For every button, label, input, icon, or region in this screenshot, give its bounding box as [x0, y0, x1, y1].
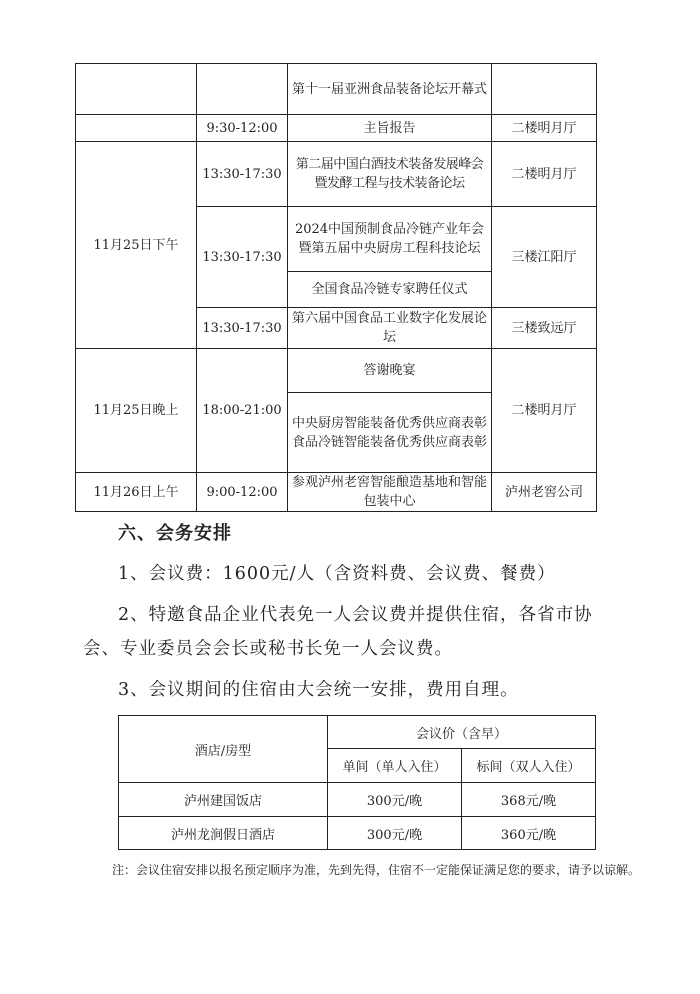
table-row	[76, 349, 597, 393]
table-row	[76, 142, 597, 207]
event-line: 食品冷链智能装备优秀供应商表彰	[291, 434, 487, 450]
event-cell	[288, 393, 492, 473]
schedule-table	[75, 63, 597, 512]
item-meeting-fee: 1、会议费：1600元/人（含资料费、会议费、餐费）	[118, 564, 556, 584]
time-cell: 18:00-21:00	[197, 349, 288, 473]
event-cell: 全国食品冷链专家聘任仪式	[288, 272, 492, 308]
event-cell: 第六届中国食品工业数字化发展论坛	[288, 308, 492, 349]
footnote: 注：会议住宿安排以报名预定顺序为准，先到先得，住宿不一定能保证满足您的要求，请予以谅解。	[112, 863, 641, 877]
event-line: 中央厨房智能装备优秀供应商表彰	[291, 415, 487, 431]
item-special-guests: 2、特邀食品企业代表免一人会议费并提供住宿，各省市协会、专业委员会会长或秘书长免一人会议费。	[83, 605, 593, 659]
event-cell: 主旨报告	[288, 115, 492, 142]
venue-cell: 三楼江阳厅	[492, 207, 597, 308]
double-price: 360元/晚	[462, 817, 596, 850]
section-title: 六、会务安排	[118, 523, 232, 544]
single-price: 300元/晚	[328, 817, 462, 850]
time-cell	[197, 64, 288, 115]
date-cell	[76, 64, 197, 115]
venue-cell: 泸州老窖公司	[492, 473, 597, 512]
table-row	[119, 817, 596, 850]
event-cell: 答谢晚宴	[288, 349, 492, 393]
item-accommodation: 3、会议期间的住宿由大会统一安排，费用自理。	[118, 680, 519, 700]
venue-cell	[492, 64, 597, 115]
table-row	[119, 783, 596, 817]
single-price: 300元/晚	[328, 783, 462, 817]
time-cell: 13:30-17:30	[197, 308, 288, 349]
event-cell: 2024中国预制食品冷链产业年会暨第五届中央厨房工程科技论坛	[288, 207, 492, 272]
time-cell: 13:30-17:30	[197, 142, 288, 207]
hotel-name: 泸州龙涧假日酒店	[119, 817, 328, 850]
double-price: 368元/晚	[462, 783, 596, 817]
table-row	[119, 716, 596, 749]
time-cell: 9:30-12:00	[197, 115, 288, 142]
hotel-header: 酒店/房型	[119, 716, 328, 783]
price-header: 会议价（含早）	[328, 716, 596, 749]
time-cell: 9:00-12:00	[197, 473, 288, 512]
single-room-header: 单间（单人入住）	[328, 749, 462, 783]
event-cell: 第十一届亚洲食品装备论坛开幕式	[288, 64, 492, 115]
double-room-header: 标间（双人入住）	[462, 749, 596, 783]
table-row	[76, 473, 597, 512]
hotel-price-table	[118, 715, 596, 850]
venue-cell: 二楼明月厅	[492, 142, 597, 207]
time-cell: 13:30-17:30	[197, 207, 288, 308]
venue-cell: 二楼明月厅	[492, 115, 597, 142]
event-cell: 参观泸州老窖智能酿造基地和智能包装中心	[288, 473, 492, 512]
table-row	[76, 115, 597, 142]
event-cell: 第二届中国白酒技术装备发展峰会暨发酵工程与技术装备论坛	[288, 142, 492, 207]
date-cell: 11月26日上午	[76, 473, 197, 512]
date-cell: 11月25日下午	[76, 142, 197, 349]
table-row	[76, 64, 597, 115]
date-cell: 11月25日晚上	[76, 349, 197, 473]
venue-cell: 三楼致远厅	[492, 308, 597, 349]
hotel-name: 泸州建国饭店	[119, 783, 328, 817]
venue-cell: 二楼明月厅	[492, 349, 597, 473]
date-cell	[76, 115, 197, 142]
